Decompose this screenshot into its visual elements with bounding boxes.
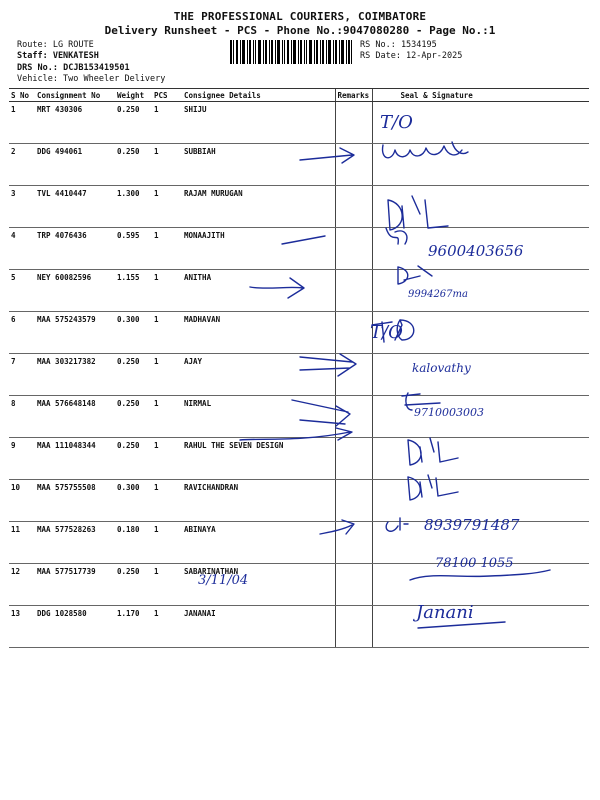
- cell-consignee: MONAAJITH: [182, 228, 335, 270]
- cell-remarks: [335, 144, 372, 186]
- cell-pcs: 1: [152, 438, 182, 480]
- cell-remarks: [335, 564, 372, 606]
- handwriting-r12-date: 3/11/04: [198, 573, 249, 588]
- cell-sno: 4: [9, 228, 35, 270]
- table-row: [9, 606, 589, 648]
- cell-weight: 1.170: [115, 606, 152, 648]
- table-row: [9, 186, 589, 228]
- table-row: [9, 270, 589, 312]
- cell-consignee: RAJAM MURUGAN: [182, 186, 335, 228]
- cell-consignment: MAA 303217382: [35, 354, 115, 396]
- cell-pcs: 1: [152, 354, 182, 396]
- handwriting-r5: 9994267ma: [408, 289, 468, 300]
- cell-consignment: TVL 4410447: [35, 186, 115, 228]
- runsheet-subtitle: Delivery Runsheet - PCS - Phone No.:9047080280 - Page No.:1: [104, 24, 496, 37]
- cell-consignee: ANITHA: [182, 270, 335, 312]
- drs-number: [17, 63, 130, 73]
- cell-pcs: 1: [152, 564, 182, 606]
- cell-signature: [372, 354, 589, 396]
- cell-consignee: SABARINATHAN: [182, 564, 335, 606]
- table-row: [9, 438, 589, 480]
- col-header-signature: Seal & Signature: [372, 89, 589, 102]
- cell-signature: [372, 228, 589, 270]
- cell-consignment: MAA 575243579: [35, 312, 115, 354]
- cell-signature: [372, 606, 589, 648]
- cell-weight: 0.250: [115, 354, 152, 396]
- cell-signature: [372, 438, 589, 480]
- handwriting-r13: Janani: [416, 602, 474, 623]
- cell-pcs: 1: [152, 186, 182, 228]
- col-header-sno: S No: [9, 89, 35, 102]
- cell-remarks: [335, 354, 372, 396]
- handwriting-r1: T/O: [380, 112, 413, 133]
- cell-sno: 2: [9, 144, 35, 186]
- cell-sno: 8: [9, 396, 35, 438]
- handwriting-r11: 8939791487: [424, 516, 520, 534]
- handwriting-r7: kalovathy: [412, 361, 471, 375]
- cell-weight: 0.300: [115, 480, 152, 522]
- table-row: [9, 144, 589, 186]
- cell-remarks: [335, 228, 372, 270]
- cell-pcs: 1: [152, 102, 182, 144]
- cell-weight: 0.300: [115, 312, 152, 354]
- cell-signature: [372, 144, 589, 186]
- cell-consignee: RAHUL THE SEVEN DESIGN: [182, 438, 335, 480]
- runsheet-table: [9, 88, 589, 648]
- col-header-remarks: Remarks: [335, 89, 372, 102]
- cell-signature: [372, 396, 589, 438]
- cell-weight: 0.250: [115, 396, 152, 438]
- cell-weight: 0.250: [115, 564, 152, 606]
- table-row: [9, 354, 589, 396]
- cell-remarks: [335, 102, 372, 144]
- cell-signature: [372, 186, 589, 228]
- handwriting-r8: 9710003003: [414, 406, 484, 419]
- cell-sno: 10: [9, 480, 35, 522]
- rs-date: RS Date: 12-Apr-2025: [360, 51, 463, 61]
- table-row: [9, 564, 589, 606]
- rs-number: RS No.: 1534195: [360, 40, 437, 50]
- cell-sno: 5: [9, 270, 35, 312]
- cell-signature: [372, 564, 589, 606]
- cell-consignment: MAA 111048344: [35, 438, 115, 480]
- col-header-consignee: Consignee Details: [182, 89, 335, 102]
- cell-weight: 1.155: [115, 270, 152, 312]
- cell-pcs: 1: [152, 270, 182, 312]
- cell-remarks: [335, 438, 372, 480]
- cell-sno: 11: [9, 522, 35, 564]
- cell-consignee: ABINAYA: [182, 522, 335, 564]
- table-row: [9, 480, 589, 522]
- cell-sno: 3: [9, 186, 35, 228]
- cell-consignment: MAA 576648148: [35, 396, 115, 438]
- cell-consignment: TRP 4076436: [35, 228, 115, 270]
- table-row: [9, 396, 589, 438]
- cell-consignee: AJAY: [182, 354, 335, 396]
- cell-consignment: MAA 577528263: [35, 522, 115, 564]
- col-header-consignment: Consignment No: [35, 89, 115, 102]
- cell-remarks: [335, 270, 372, 312]
- cell-consignment: DDG 1028580: [35, 606, 115, 648]
- table-row: [9, 522, 589, 564]
- cell-consignee: NIRMAL: [182, 396, 335, 438]
- col-header-pcs: PCS: [152, 89, 182, 102]
- table-row: [9, 312, 589, 354]
- cell-sno: 7: [9, 354, 35, 396]
- cell-signature: [372, 102, 589, 144]
- cell-remarks: [335, 186, 372, 228]
- barcode-graphic: [230, 40, 352, 64]
- cell-weight: 1.300: [115, 186, 152, 228]
- vehicle-label: Vehicle: Two Wheeler Delivery: [17, 74, 166, 84]
- cell-pcs: 1: [152, 480, 182, 522]
- cell-sno: 6: [9, 312, 35, 354]
- col-header-weight: Weight: [115, 89, 152, 102]
- cell-remarks: [335, 396, 372, 438]
- cell-signature: [372, 270, 589, 312]
- cell-sno: 9: [9, 438, 35, 480]
- company-title: THE PROFESSIONAL COURIERS, COIMBATORE: [173, 10, 427, 23]
- cell-pcs: 1: [152, 606, 182, 648]
- cell-consignment: MAA 577517739: [35, 564, 115, 606]
- cell-pcs: 1: [152, 312, 182, 354]
- cell-sno: 1: [9, 102, 35, 144]
- cell-signature: [372, 312, 589, 354]
- handwriting-r4: 9600403656: [428, 242, 524, 260]
- cell-sno: 13: [9, 606, 35, 648]
- cell-signature: [372, 480, 589, 522]
- cell-weight: 0.250: [115, 102, 152, 144]
- cell-consignee: SHIJU: [182, 102, 335, 144]
- drs-label: DRS No.:: [17, 63, 58, 73]
- cell-consignment: MRT 430306: [35, 102, 115, 144]
- table-row: [9, 102, 589, 144]
- staff-label: Staff: VENKATESH: [17, 51, 99, 61]
- cell-pcs: 1: [152, 396, 182, 438]
- cell-remarks: [335, 522, 372, 564]
- cell-remarks: [335, 606, 372, 648]
- handwriting-r12: 78100 1055: [435, 556, 514, 571]
- cell-consignee: SUBBIAH: [182, 144, 335, 186]
- drs-value: DCJB153419501: [63, 63, 130, 73]
- cell-consignment: DDG 494061: [35, 144, 115, 186]
- table-row: [9, 228, 589, 270]
- table-header-row: [9, 89, 589, 102]
- cell-pcs: 1: [152, 228, 182, 270]
- cell-sno: 12: [9, 564, 35, 606]
- cell-remarks: [335, 480, 372, 522]
- cell-weight: 0.250: [115, 144, 152, 186]
- cell-remarks: [335, 312, 372, 354]
- handwriting-r6: T/O: [370, 322, 403, 343]
- cell-pcs: 1: [152, 522, 182, 564]
- cell-consignment: MAA 575755508: [35, 480, 115, 522]
- cell-signature: [372, 522, 589, 564]
- cell-consignee: JANANAI: [182, 606, 335, 648]
- cell-consignee: RAVICHANDRAN: [182, 480, 335, 522]
- cell-consignee: MADHAVAN: [182, 312, 335, 354]
- route-label: Route: LG ROUTE: [17, 40, 94, 50]
- cell-weight: 0.595: [115, 228, 152, 270]
- cell-weight: 0.180: [115, 522, 152, 564]
- cell-weight: 0.250: [115, 438, 152, 480]
- cell-consignment: NEY 60082596: [35, 270, 115, 312]
- cell-pcs: 1: [152, 144, 182, 186]
